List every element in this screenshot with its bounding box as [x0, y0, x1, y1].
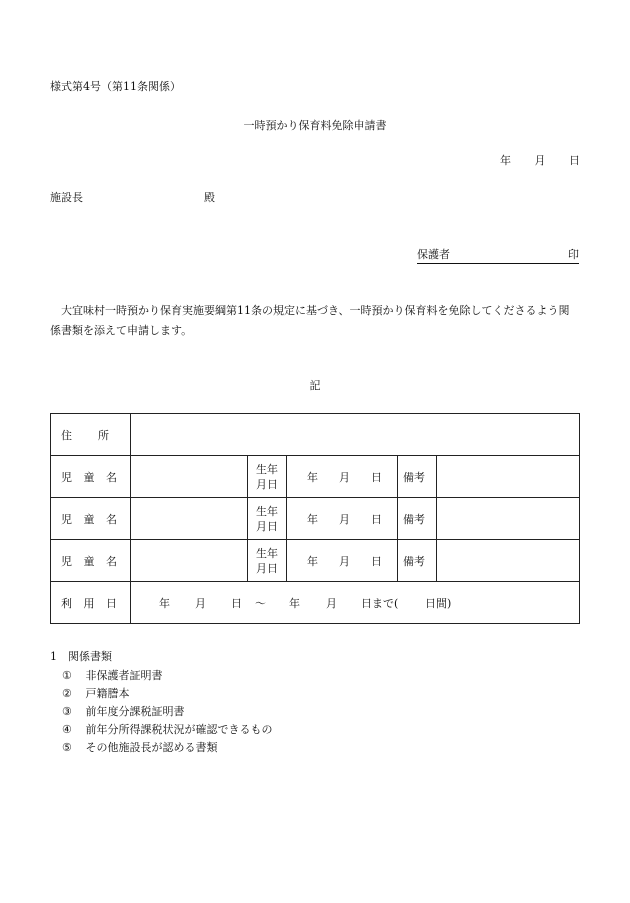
birth-label-line: 生年: [256, 504, 278, 518]
end-year-unit: 年: [289, 596, 300, 610]
child-name-value-cell[interactable]: [131, 540, 248, 582]
usage-row: [51, 582, 580, 624]
item-text: その他施設長が認める書類: [85, 741, 218, 754]
address-label-char: 所: [98, 428, 109, 442]
item-text: 前年度分課税証明書: [85, 705, 185, 718]
child-name-value-cell[interactable]: [131, 498, 248, 540]
remarks-label-cell: 備考: [398, 540, 437, 582]
day-unit: 日: [371, 512, 382, 526]
usage-label-cell: [51, 582, 131, 624]
end-month-unit: 月: [326, 596, 337, 610]
day-unit: 日: [371, 554, 382, 568]
addressee-prefix: 施設長: [50, 191, 83, 204]
child-name-value-cell[interactable]: [131, 456, 248, 498]
child-label-char: 童: [83, 470, 95, 484]
child-row: [51, 540, 580, 582]
related-documents-heading: 1 関係書類: [50, 650, 112, 663]
item-text: 非保護者証明書: [85, 669, 163, 682]
remarks-label-cell: 備考: [398, 498, 437, 540]
date-year-label: 年: [500, 154, 511, 167]
date-month-label: 月: [534, 154, 546, 167]
document-title: 一時預かり保育料免除申請書: [243, 119, 387, 132]
remarks-value-cell[interactable]: [437, 540, 580, 582]
days-count-unit: 日間): [425, 596, 452, 610]
document-item: [62, 741, 218, 755]
child-label-char: 名: [106, 470, 117, 484]
address-value-cell[interactable]: [131, 414, 580, 456]
child-name-label-cell: [51, 498, 131, 540]
start-month-unit: 月: [195, 596, 206, 610]
document-item: [62, 687, 130, 701]
address-label-char: 住: [61, 428, 72, 442]
year-unit: 年: [307, 554, 318, 568]
item-number: ②: [62, 687, 72, 700]
remarks-label-cell: 備考: [398, 456, 437, 498]
year-unit: 年: [307, 512, 318, 526]
birthdate-label-cell: [248, 498, 287, 540]
child-name-label-cell: [51, 456, 131, 498]
addressee-line: [50, 191, 215, 205]
start-day-unit: 日: [231, 596, 242, 610]
birthdate-label-cell: [248, 540, 287, 582]
child-row: [51, 456, 580, 498]
item-number: ④: [62, 723, 72, 736]
address-row: [51, 414, 580, 456]
birth-label-line: 月日: [256, 519, 278, 533]
child-name-label-cell: [51, 540, 131, 582]
document-item: [62, 723, 273, 737]
usage-label-char: 用: [83, 596, 95, 610]
date-line: [500, 154, 580, 168]
form-number: 様式第4号（第11条関係）: [50, 80, 181, 93]
addressee-suffix: 殿: [204, 191, 215, 204]
child-row: [51, 498, 580, 540]
child-label-char: 児: [61, 512, 72, 526]
child-label-char: 童: [83, 554, 95, 568]
birthdate-value-cell[interactable]: [287, 540, 398, 582]
birthdate-value-cell[interactable]: [287, 498, 398, 540]
item-text: 前年分所得課税状況が確認できるもの: [85, 723, 273, 736]
child-label-char: 名: [106, 554, 117, 568]
address-label-cell: [51, 414, 131, 456]
application-table: [50, 413, 580, 624]
ki-heading: 記: [309, 379, 321, 392]
usage-label-char: 利: [61, 596, 72, 610]
usage-period-cell[interactable]: [131, 582, 580, 624]
month-unit: 月: [339, 554, 350, 568]
start-year-unit: 年: [159, 596, 170, 610]
child-label-char: 児: [61, 554, 72, 568]
document-item: [62, 669, 163, 683]
item-number: ③: [62, 705, 72, 718]
guardian-signature-line: [417, 248, 579, 264]
birthdate-label-cell: [248, 456, 287, 498]
end-day-unit: 日まで(: [361, 596, 399, 610]
day-unit: 日: [371, 470, 382, 484]
item-number: ⑤: [62, 741, 72, 754]
remarks-value-cell[interactable]: [437, 456, 580, 498]
guardian-label: 保護者: [417, 248, 450, 261]
birth-label-line: 生年: [256, 462, 278, 476]
birthdate-value-cell[interactable]: [287, 456, 398, 498]
document-item: [62, 705, 185, 719]
remarks-value-cell[interactable]: [437, 498, 580, 540]
child-label-char: 児: [61, 470, 72, 484]
month-unit: 月: [339, 470, 350, 484]
birth-label-line: 月日: [256, 561, 278, 575]
item-number: ①: [62, 669, 72, 682]
birth-label-line: 月日: [256, 477, 278, 491]
seal-mark: 印: [568, 248, 579, 261]
birth-label-line: 生年: [256, 546, 278, 560]
date-day-label: 日: [569, 154, 580, 167]
child-label-char: 童: [83, 512, 95, 526]
usage-label-char: 日: [106, 596, 117, 610]
application-statement: 大宜味村一時預かり保育実施要綱第11条の規定に基づき、一時預かり保育料を免除してくださるよう関係書類を添えて申請します。: [50, 304, 570, 337]
year-unit: 年: [307, 470, 318, 484]
item-text: 戸籍謄本: [85, 687, 130, 700]
child-label-char: 名: [106, 512, 117, 526]
period-tilde: 〜: [255, 596, 266, 610]
month-unit: 月: [339, 512, 350, 526]
